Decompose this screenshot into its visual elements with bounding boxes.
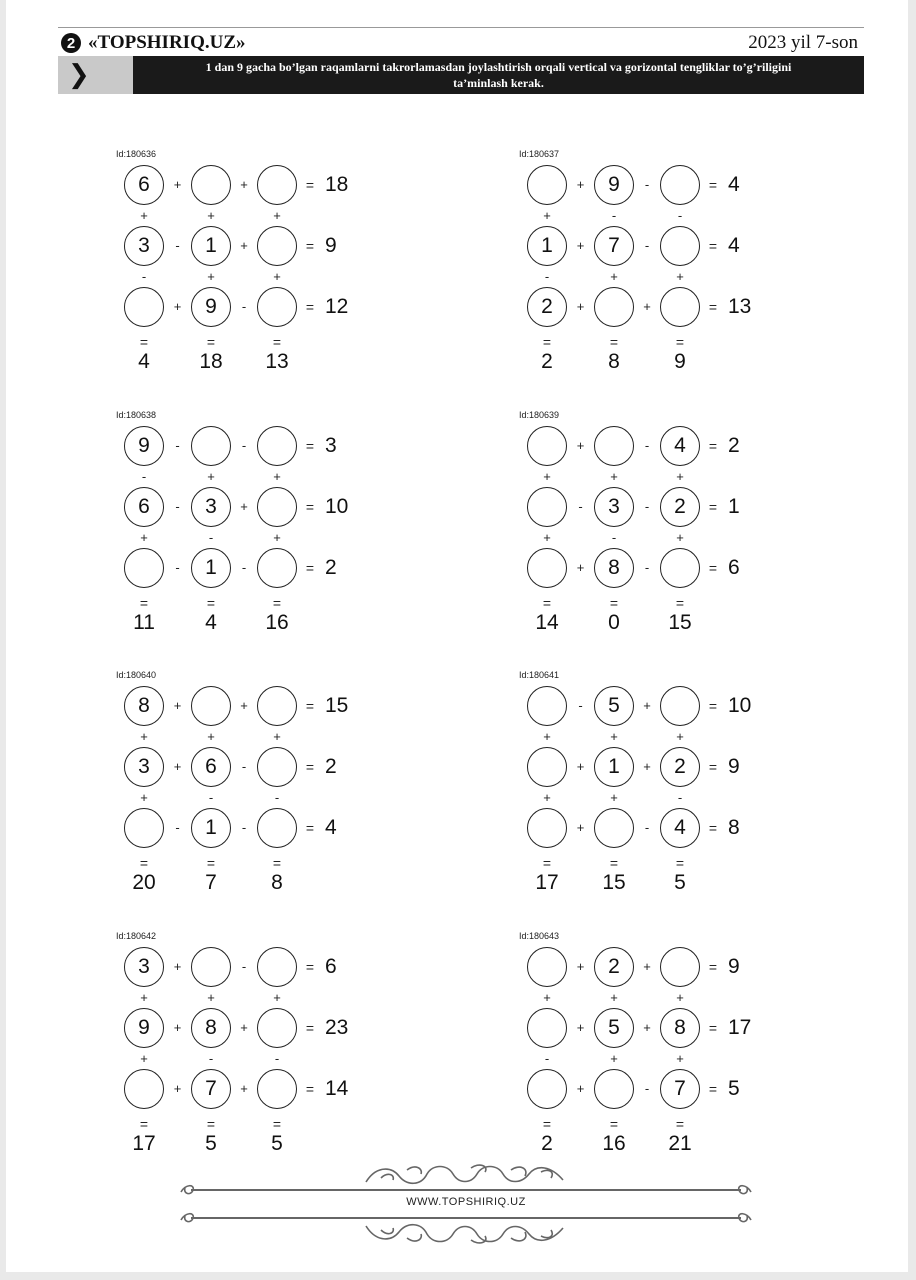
equals-sign: = <box>609 1116 619 1132</box>
puzzle-id: Id:180637 <box>519 149 560 159</box>
equals-sign: = <box>305 1020 315 1036</box>
puzzle-180636 <box>116 149 446 379</box>
row-result: 8 <box>728 816 740 839</box>
given-number-cell: 3 <box>124 747 164 787</box>
answer-cell[interactable] <box>660 226 700 266</box>
operator-vertical: + <box>140 989 148 1005</box>
equals-sign: = <box>675 1116 685 1132</box>
operator-horizontal: + <box>576 959 585 974</box>
answer-cell[interactable] <box>124 1069 164 1109</box>
instruction-line-2: ta’minlash kerak. <box>453 76 544 90</box>
equals-sign: = <box>708 438 718 454</box>
answer-cell[interactable] <box>527 487 567 527</box>
equals-sign: = <box>708 238 718 254</box>
answer-cell[interactable] <box>594 426 634 466</box>
answer-cell[interactable] <box>124 548 164 588</box>
answer-cell[interactable] <box>594 1069 634 1109</box>
operator-horizontal: - <box>241 959 247 974</box>
column-result: 4 <box>138 350 150 373</box>
given-number-cell: 2 <box>527 287 567 327</box>
operator-vertical: + <box>207 207 215 223</box>
equals-sign: = <box>139 1116 149 1132</box>
puzzle-id: Id:180643 <box>519 931 560 941</box>
answer-cell[interactable] <box>660 165 700 205</box>
operator-horizontal: - <box>644 499 650 514</box>
operator-horizontal: + <box>576 820 585 835</box>
row-result: 9 <box>325 234 337 257</box>
column-result: 14 <box>535 611 559 634</box>
answer-cell[interactable] <box>660 287 700 327</box>
equals-sign: = <box>305 820 315 836</box>
operator-horizontal: + <box>643 759 651 774</box>
operator-horizontal: - <box>644 238 650 253</box>
answer-cell[interactable] <box>257 226 297 266</box>
operator-vertical: + <box>273 989 281 1005</box>
given-number-cell: 1 <box>191 548 231 588</box>
operator-vertical: + <box>140 207 148 223</box>
operator-vertical: + <box>676 468 684 484</box>
puzzle-180638 <box>116 410 446 640</box>
answer-cell[interactable] <box>124 287 164 327</box>
operator-vertical: + <box>610 789 618 805</box>
operator-horizontal: - <box>644 820 650 835</box>
row-result: 6 <box>728 556 740 579</box>
row-result: 14 <box>325 1077 349 1100</box>
given-number-cell: 3 <box>124 947 164 987</box>
equals-sign: = <box>139 334 149 350</box>
operator-vertical: + <box>610 268 618 284</box>
operator-horizontal: - <box>175 238 180 253</box>
row-result: 4 <box>728 173 740 196</box>
equals-sign: = <box>305 1081 315 1097</box>
operator-horizontal: - <box>175 499 180 514</box>
operator-vertical: + <box>676 268 684 284</box>
operator-horizontal: + <box>240 499 248 514</box>
column-result: 8 <box>271 871 283 894</box>
equals-sign: = <box>305 759 315 775</box>
given-number-cell: 7 <box>594 226 634 266</box>
answer-cell[interactable] <box>257 947 297 987</box>
column-result: 5 <box>674 871 686 894</box>
row-result: 17 <box>728 1016 752 1039</box>
given-number-cell: 4 <box>660 808 700 848</box>
operator-vertical: + <box>273 268 281 284</box>
operator-horizontal: + <box>643 299 651 314</box>
column-result: 5 <box>271 1132 283 1155</box>
equals-sign: = <box>708 1081 718 1097</box>
row-result: 3 <box>325 434 337 457</box>
operator-vertical: + <box>273 529 281 545</box>
column-result: 15 <box>668 611 692 634</box>
given-number-cell: 7 <box>660 1069 700 1109</box>
operator-vertical: + <box>610 1050 618 1066</box>
given-number-cell: 2 <box>594 947 634 987</box>
equals-sign: = <box>305 698 315 714</box>
operator-horizontal: + <box>576 238 585 253</box>
row-result: 23 <box>325 1016 349 1039</box>
equals-sign: = <box>708 698 718 714</box>
operator-vertical: + <box>207 728 215 744</box>
operator-horizontal: + <box>576 560 585 575</box>
column-result: 16 <box>265 611 289 634</box>
operator-horizontal: + <box>240 238 248 253</box>
answer-cell[interactable] <box>257 686 297 726</box>
answer-cell[interactable] <box>527 747 567 787</box>
equals-sign: = <box>305 959 315 975</box>
answer-cell[interactable] <box>527 548 567 588</box>
equals-sign: = <box>305 299 315 315</box>
footer-ornament <box>171 1158 761 1254</box>
operator-horizontal: + <box>240 1020 248 1035</box>
row-result: 1 <box>728 495 740 518</box>
operator-horizontal: + <box>576 759 585 774</box>
operator-vertical: - <box>274 1050 280 1066</box>
operator-horizontal: - <box>644 438 650 453</box>
given-number-cell: 9 <box>191 287 231 327</box>
answer-cell[interactable] <box>257 487 297 527</box>
operator-horizontal: + <box>576 1081 585 1096</box>
equals-sign: = <box>708 1020 718 1036</box>
operator-vertical: + <box>140 789 148 805</box>
puzzle-180640 <box>116 670 446 900</box>
equals-sign: = <box>675 334 685 350</box>
puzzle-id: Id:180638 <box>116 410 157 420</box>
answer-cell[interactable] <box>527 1008 567 1048</box>
given-number-cell: 8 <box>594 548 634 588</box>
column-result: 13 <box>265 350 289 373</box>
given-number-cell: 3 <box>191 487 231 527</box>
column-result: 7 <box>205 871 217 894</box>
given-number-cell: 6 <box>124 487 164 527</box>
given-number-cell: 7 <box>191 1069 231 1109</box>
operator-vertical: - <box>208 789 214 805</box>
operator-vertical: + <box>610 989 618 1005</box>
operator-vertical: - <box>611 207 617 223</box>
given-number-cell: 1 <box>527 226 567 266</box>
operator-horizontal: + <box>173 177 182 192</box>
equals-sign: = <box>708 299 718 315</box>
operator-horizontal: + <box>576 299 585 314</box>
operator-horizontal: - <box>578 698 583 713</box>
operator-vertical: + <box>610 468 618 484</box>
operator-vertical: + <box>140 728 148 744</box>
answer-cell[interactable] <box>257 747 297 787</box>
given-number-cell: 4 <box>660 426 700 466</box>
equals-sign: = <box>675 855 685 871</box>
equals-sign: = <box>305 499 315 515</box>
answer-cell[interactable] <box>594 808 634 848</box>
issue-label: 2023 yil 7-son <box>748 32 858 53</box>
operator-horizontal: - <box>175 438 180 453</box>
equals-sign: = <box>206 595 216 611</box>
row-result: 2 <box>325 755 337 778</box>
operator-horizontal: - <box>241 438 247 453</box>
operator-vertical: + <box>273 728 281 744</box>
equals-sign: = <box>139 855 149 871</box>
row-result: 9 <box>728 755 740 778</box>
answer-cell[interactable] <box>527 947 567 987</box>
answer-cell[interactable] <box>191 947 231 987</box>
answer-cell[interactable] <box>191 165 231 205</box>
column-result: 8 <box>608 350 620 373</box>
operator-horizontal: - <box>175 820 180 835</box>
equals-sign: = <box>305 177 315 193</box>
given-number-cell: 9 <box>594 165 634 205</box>
equals-sign: = <box>542 855 552 871</box>
row-result: 10 <box>728 694 752 717</box>
banner-arrow-box <box>58 56 133 94</box>
answer-cell[interactable] <box>527 808 567 848</box>
column-result: 20 <box>132 871 156 894</box>
operator-horizontal: + <box>643 698 651 713</box>
equals-sign: = <box>708 177 718 193</box>
operator-horizontal: - <box>175 560 180 575</box>
operator-vertical: + <box>140 1050 148 1066</box>
operator-horizontal: - <box>241 820 247 835</box>
answer-cell[interactable] <box>257 287 297 327</box>
row-result: 18 <box>325 173 349 196</box>
operator-vertical: - <box>274 789 280 805</box>
answer-cell[interactable] <box>257 548 297 588</box>
operator-vertical: + <box>543 529 551 545</box>
operator-vertical: - <box>544 1050 550 1066</box>
row-result: 9 <box>728 955 740 978</box>
equals-sign: = <box>708 959 718 975</box>
given-number-cell: 6 <box>191 747 231 787</box>
operator-vertical: + <box>207 268 215 284</box>
given-number-cell: 5 <box>594 1008 634 1048</box>
column-result: 17 <box>132 1132 156 1155</box>
answer-cell[interactable] <box>257 426 297 466</box>
operator-horizontal: + <box>173 759 182 774</box>
operator-horizontal: + <box>173 698 182 713</box>
given-number-cell: 3 <box>594 487 634 527</box>
instruction-banner <box>133 56 864 94</box>
given-number-cell: 9 <box>124 1008 164 1048</box>
answer-cell[interactable] <box>257 808 297 848</box>
row-result: 2 <box>325 556 337 579</box>
operator-vertical: + <box>273 207 281 223</box>
answer-cell[interactable] <box>191 686 231 726</box>
operator-vertical: - <box>544 268 550 284</box>
puzzle-180639 <box>519 410 849 640</box>
operator-horizontal: - <box>241 759 247 774</box>
operator-vertical: + <box>676 728 684 744</box>
operator-vertical: - <box>611 529 617 545</box>
column-result: 5 <box>205 1132 217 1155</box>
worksheet-page <box>6 0 908 1272</box>
puzzle-180643 <box>519 931 849 1161</box>
operator-vertical: - <box>141 468 147 484</box>
equals-sign: = <box>675 595 685 611</box>
operator-horizontal: + <box>173 299 182 314</box>
given-number-cell: 8 <box>191 1008 231 1048</box>
operator-horizontal: + <box>173 1081 182 1096</box>
operator-horizontal: + <box>576 1020 585 1035</box>
operator-vertical: + <box>676 529 684 545</box>
equals-sign: = <box>272 334 282 350</box>
operator-vertical: - <box>677 789 683 805</box>
equals-sign: = <box>609 595 619 611</box>
answer-cell[interactable] <box>191 426 231 466</box>
operator-horizontal: - <box>644 1081 650 1096</box>
row-result: 13 <box>728 295 752 318</box>
equals-sign: = <box>708 820 718 836</box>
answer-cell[interactable] <box>124 808 164 848</box>
operator-vertical: + <box>207 989 215 1005</box>
equals-sign: = <box>206 334 216 350</box>
equals-sign: = <box>609 855 619 871</box>
operator-vertical: + <box>543 468 551 484</box>
chevron-right-icon: ❯ <box>68 60 90 90</box>
given-number-cell: 1 <box>191 226 231 266</box>
operator-horizontal: + <box>240 698 248 713</box>
column-result: 18 <box>199 350 223 373</box>
operator-horizontal: + <box>173 959 182 974</box>
operator-horizontal: + <box>576 177 585 192</box>
column-result: 2 <box>541 1132 553 1155</box>
column-result: 2 <box>541 350 553 373</box>
given-number-cell: 6 <box>124 165 164 205</box>
row-result: 4 <box>325 816 337 839</box>
operator-horizontal: + <box>240 1081 248 1096</box>
answer-cell[interactable] <box>660 686 700 726</box>
answer-cell[interactable] <box>660 947 700 987</box>
equals-sign: = <box>305 438 315 454</box>
puzzle-id: Id:180636 <box>116 149 157 159</box>
given-number-cell: 8 <box>660 1008 700 1048</box>
given-number-cell: 5 <box>594 686 634 726</box>
equals-sign: = <box>542 595 552 611</box>
given-number-cell: 9 <box>124 426 164 466</box>
operator-vertical: - <box>141 268 147 284</box>
given-number-cell: 3 <box>124 226 164 266</box>
given-number-cell: 2 <box>660 747 700 787</box>
page-number-badge: 2 <box>61 33 81 53</box>
operator-vertical: + <box>676 989 684 1005</box>
answer-cell[interactable] <box>257 1069 297 1109</box>
operator-vertical: - <box>208 529 214 545</box>
column-result: 17 <box>535 871 559 894</box>
operator-vertical: + <box>140 529 148 545</box>
row-result: 5 <box>728 1077 740 1100</box>
top-rule <box>58 27 864 28</box>
operator-vertical: + <box>207 468 215 484</box>
equals-sign: = <box>206 855 216 871</box>
puzzle-180642 <box>116 931 446 1161</box>
puzzle-id: Id:180641 <box>519 670 560 680</box>
answer-cell[interactable] <box>527 165 567 205</box>
equals-sign: = <box>272 1116 282 1132</box>
row-result: 6 <box>325 955 337 978</box>
puzzle-id: Id:180639 <box>519 410 560 420</box>
operator-horizontal: + <box>173 1020 182 1035</box>
operator-horizontal: - <box>644 177 650 192</box>
puzzle-id: Id:180642 <box>116 931 157 941</box>
equals-sign: = <box>139 595 149 611</box>
operator-vertical: + <box>676 1050 684 1066</box>
operator-horizontal: + <box>643 1020 651 1035</box>
equals-sign: = <box>206 1116 216 1132</box>
row-result: 2 <box>728 434 740 457</box>
operator-vertical: + <box>543 728 551 744</box>
operator-vertical: + <box>543 207 551 223</box>
equals-sign: = <box>272 855 282 871</box>
puzzle-180641 <box>519 670 849 900</box>
operator-horizontal: - <box>241 560 247 575</box>
operator-vertical: + <box>610 728 618 744</box>
operator-horizontal: + <box>643 959 651 974</box>
answer-cell[interactable] <box>594 287 634 327</box>
answer-cell[interactable] <box>257 165 297 205</box>
operator-vertical: - <box>677 207 683 223</box>
operator-horizontal: + <box>576 438 585 453</box>
equals-sign: = <box>708 560 718 576</box>
publication-title: «TOPSHIRIQ.UZ» <box>88 32 246 53</box>
puzzle-180637 <box>519 149 849 379</box>
answer-cell[interactable] <box>527 426 567 466</box>
operator-horizontal: - <box>578 499 583 514</box>
operator-horizontal: - <box>644 560 650 575</box>
row-result: 4 <box>728 234 740 257</box>
column-result: 16 <box>602 1132 626 1155</box>
footer-url: WWW.TOPSHIRIQ.UZ <box>406 1196 526 1208</box>
column-result: 0 <box>608 611 620 634</box>
row-result: 12 <box>325 295 349 318</box>
instruction-line-1: 1 dan 9 gacha bo’lgan raqamlarni takrorlamasdan joylashtirish orqali vertical va gorizontal tengliklar to’g’riligini <box>205 60 792 74</box>
operator-vertical: + <box>543 989 551 1005</box>
row-result: 10 <box>325 495 349 518</box>
answer-cell[interactable] <box>527 686 567 726</box>
column-result: 9 <box>674 350 686 373</box>
answer-cell[interactable] <box>660 548 700 588</box>
equals-sign: = <box>305 560 315 576</box>
equals-sign: = <box>708 499 718 515</box>
operator-horizontal: - <box>241 299 247 314</box>
column-result: 21 <box>668 1132 692 1155</box>
equals-sign: = <box>609 334 619 350</box>
column-result: 4 <box>205 611 217 634</box>
column-result: 15 <box>602 871 626 894</box>
given-number-cell: 8 <box>124 686 164 726</box>
equals-sign: = <box>708 759 718 775</box>
given-number-cell: 1 <box>594 747 634 787</box>
column-result: 11 <box>133 611 155 634</box>
operator-vertical: + <box>273 468 281 484</box>
equals-sign: = <box>542 334 552 350</box>
row-result: 15 <box>325 694 349 717</box>
operator-vertical: + <box>543 789 551 805</box>
answer-cell[interactable] <box>527 1069 567 1109</box>
operator-vertical: - <box>208 1050 214 1066</box>
operator-horizontal: + <box>240 177 248 192</box>
puzzle-id: Id:180640 <box>116 670 157 680</box>
given-number-cell: 1 <box>191 808 231 848</box>
given-number-cell: 2 <box>660 487 700 527</box>
answer-cell[interactable] <box>257 1008 297 1048</box>
equals-sign: = <box>272 595 282 611</box>
equals-sign: = <box>305 238 315 254</box>
equals-sign: = <box>542 1116 552 1132</box>
